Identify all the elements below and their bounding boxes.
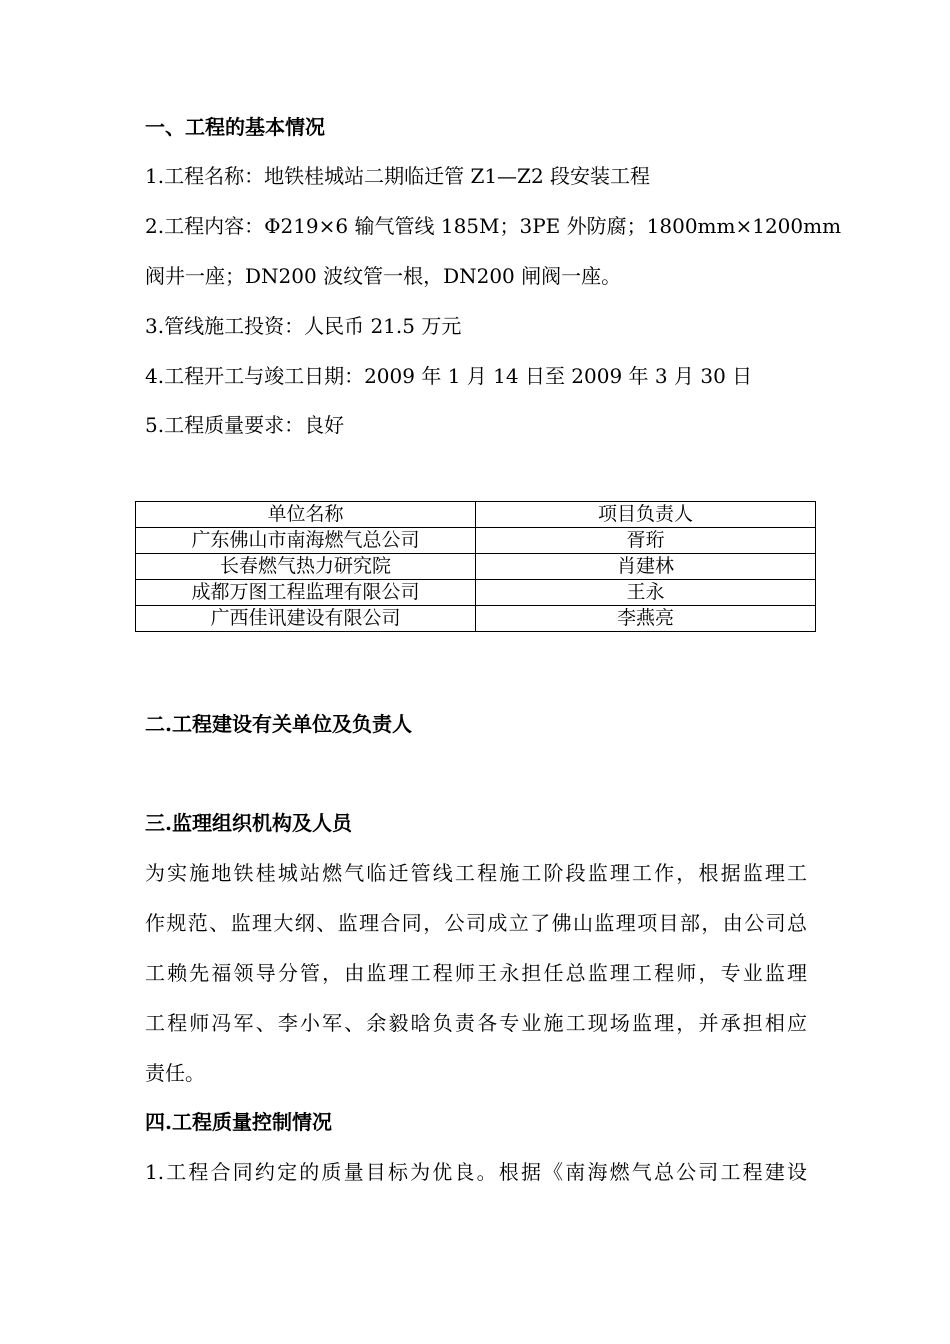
project-content-line1: 2.工程内容：Φ219×6 输气管线 185M；3PE 外防腐；1800mm×1200mm — [145, 214, 842, 238]
unit-name-cell: 广东佛山市南海燃气总公司 — [136, 528, 476, 554]
section4-heading: 四.工程质量控制情况 — [145, 1110, 332, 1134]
project-name: 1.工程名称：地铁桂城站二期临迁管 Z1—Z2 段安装工程 — [145, 164, 651, 188]
section3-heading: 三.监理组织机构及人员 — [145, 811, 352, 835]
unit-name-cell: 长春燃气热力研究院 — [136, 554, 476, 580]
table-row — [136, 528, 816, 554]
table-row — [136, 606, 816, 632]
project-lead-cell: 肖建林 — [476, 554, 816, 580]
paragraph-line: 1.工程合同约定的质量目标为优良。根据《南海燃气总公司工程建设 — [145, 1160, 807, 1184]
paragraph-line: 为实施地铁桂城站燃气临迁管线工程施工阶段监理工作，根据监理工 — [145, 861, 807, 885]
paragraph-line: 工程师冯军、李小军、余毅晗负责各专业施工现场监理，并承担相应 — [145, 1011, 807, 1035]
paragraph-line: 工赖先福领导分管，由监理工程师王永担任总监理工程师，专业监理 — [145, 961, 807, 985]
quality-requirement: 5.工程质量要求：良好 — [145, 413, 345, 437]
project-content-line2: 阀井一座；DN200 波纹管一根，DN200 闸阀一座。 — [145, 264, 622, 288]
table-header-row — [136, 502, 816, 528]
header-unit-name: 单位名称 — [136, 502, 476, 528]
project-lead-cell: 王永 — [476, 580, 816, 606]
paragraph-line: 作规范、监理大纲、监理合同，公司成立了佛山监理项目部，由公司总 — [145, 911, 807, 935]
project-investment: 3.管线施工投资：人民币 21.5 万元 — [145, 314, 462, 338]
table-row — [136, 554, 816, 580]
project-lead-cell: 胥珩 — [476, 528, 816, 554]
section2-heading: 二.工程建设有关单位及负责人 — [145, 712, 412, 736]
table-row — [136, 580, 816, 606]
header-project-lead: 项目负责人 — [476, 502, 816, 528]
paragraph-line: 责任。 — [145, 1061, 205, 1085]
units-table — [135, 501, 816, 632]
project-dates: 4.工程开工与竣工日期：2009 年 1 月 14 日至 2009 年 3 月 30 日 — [145, 364, 753, 388]
unit-name-cell: 成都万图工程监理有限公司 — [136, 580, 476, 606]
section1-heading: 一、工程的基本情况 — [145, 115, 325, 139]
unit-name-cell: 广西佳讯建设有限公司 — [136, 606, 476, 632]
project-lead-cell: 李燕亮 — [476, 606, 816, 632]
